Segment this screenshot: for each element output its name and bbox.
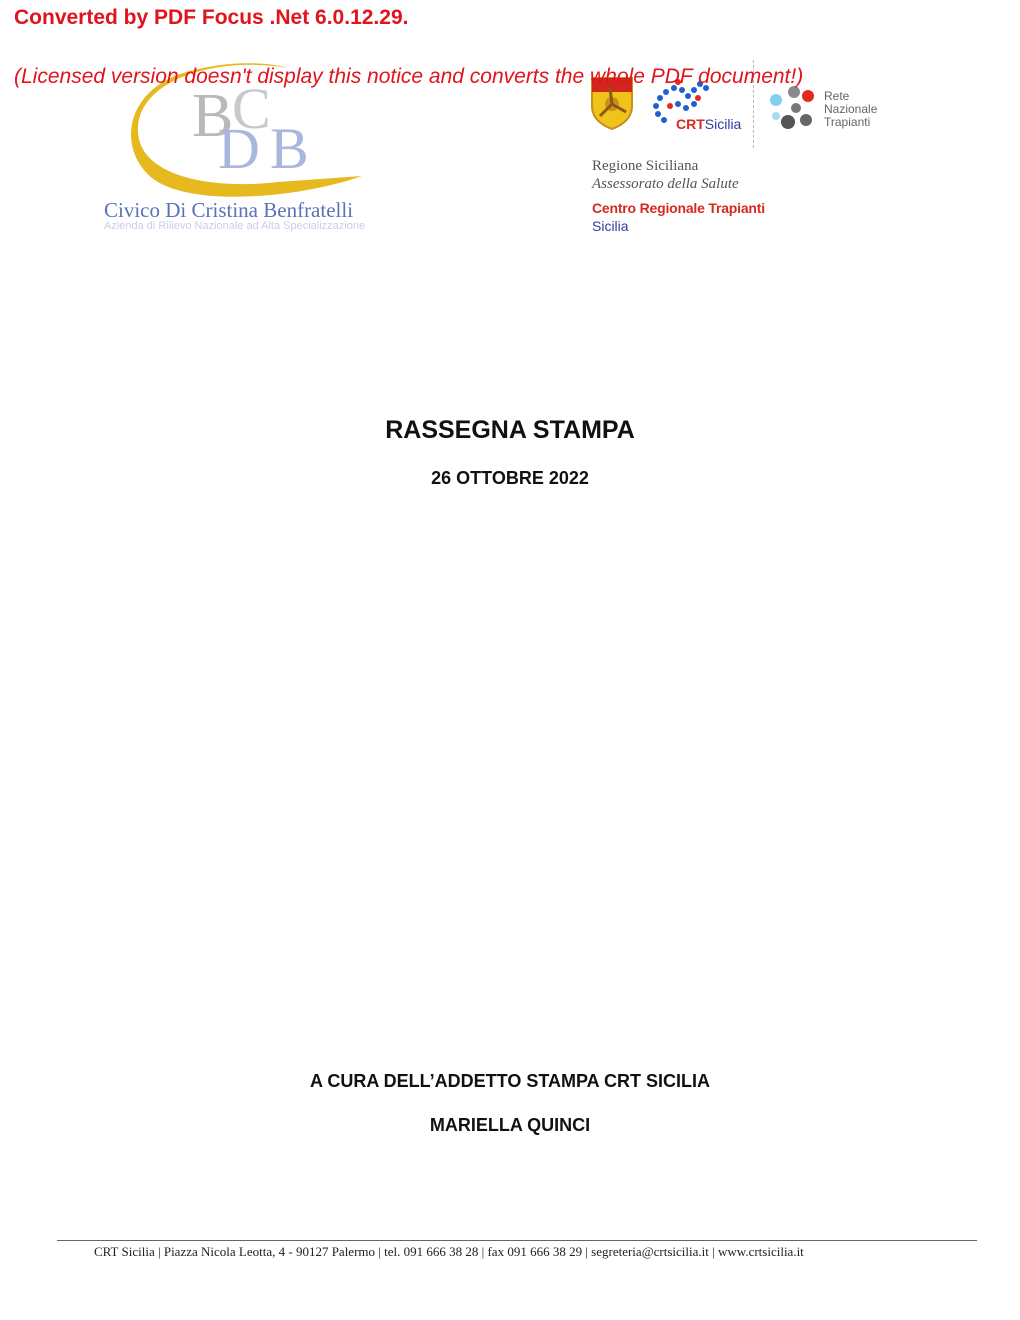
- conversion-notice-detail: (Licensed version doesn't display this notice and converts the whole PDF document!): [14, 65, 804, 88]
- conversion-notice-title: Converted by PDF Focus .Net 6.0.12.29.: [14, 6, 409, 29]
- rnt-line-2: Nazionale: [824, 102, 878, 116]
- curator-line: A CURA DELL’ADDETTO STAMPA CRT SICILIA: [310, 1071, 710, 1091]
- region-department: Assessorato della Salute: [592, 176, 739, 192]
- svg-text:C: C: [232, 76, 271, 141]
- rete-nazionale-trapianti-icon: [766, 82, 822, 132]
- rnt-line-3: Trapianti: [824, 115, 871, 129]
- crt-label-bold: CRT: [676, 116, 705, 132]
- document-date: 26 OTTOBRE 2022: [431, 468, 589, 488]
- crt-sicilia-label: [676, 116, 741, 132]
- region-name: Regione Siciliana: [592, 158, 699, 174]
- svg-text:B: B: [192, 82, 234, 150]
- svg-text:D: D: [218, 116, 260, 181]
- center-place: Sicilia: [592, 218, 629, 234]
- svg-text:B: B: [270, 116, 309, 181]
- rnt-line-1: Rete: [824, 89, 850, 103]
- crt-label-regular: Sicilia: [704, 116, 742, 132]
- cdb-name: Civico Di Cristina Benfratelli: [104, 198, 354, 222]
- rnt-text: [824, 90, 877, 129]
- curator-name: MARIELLA QUINCI: [429, 1115, 591, 1135]
- footer-contact: CRT Sicilia | Piazza Nicola Leotta, 4 - 90127 Palermo | tel. 091 666 38 28 | fax 091 666 38 29 | segreteria@crtsicilia.it | www.crtsicilia.it: [94, 1244, 804, 1259]
- center-name: Centro Regionale Trapianti: [592, 200, 765, 216]
- document-title: RASSEGNA STAMPA: [385, 416, 635, 444]
- footer-divider: [57, 1240, 977, 1241]
- cdb-subtitle: Azienda di Rilievo Nazionale ad Alta Specializzazione: [104, 220, 366, 232]
